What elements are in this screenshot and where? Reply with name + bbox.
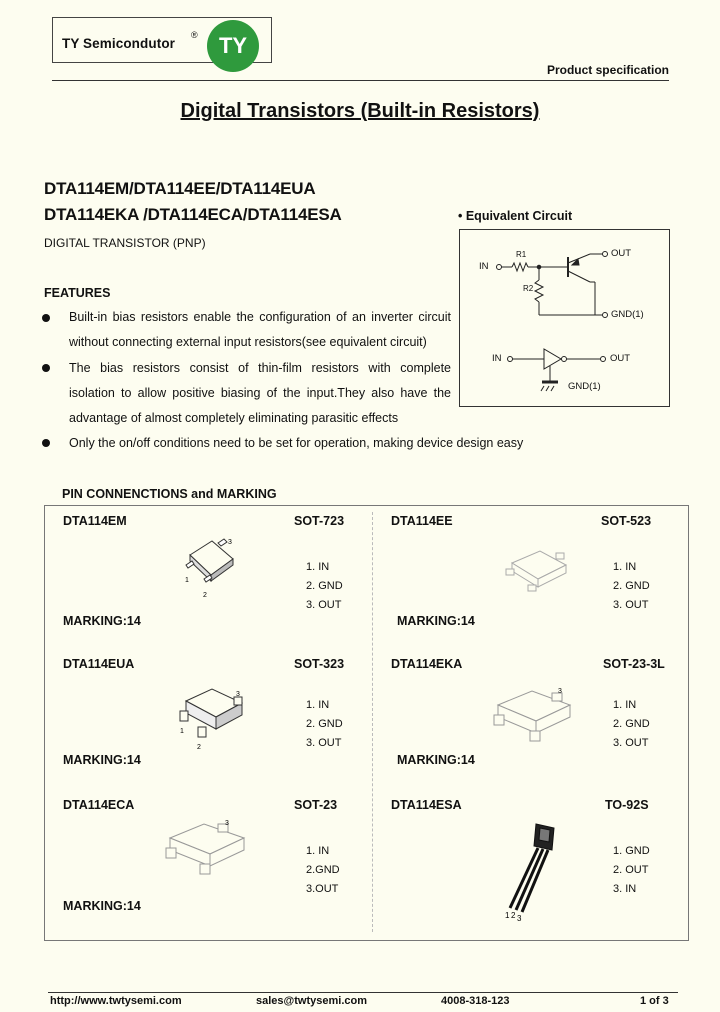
marking: MARKING:14 (63, 614, 141, 628)
device-type: DIGITAL TRANSISTOR (PNP) (44, 236, 206, 250)
page-number: 1 of 3 (640, 995, 669, 1007)
pin-connections-heading: PIN CONNENCTIONS and MARKING (62, 487, 277, 501)
package-name: DTA114EE (391, 514, 453, 528)
features-heading: FEATURES (44, 286, 111, 300)
spec-label: Product specification (546, 63, 669, 77)
pin-3-label: 3 (558, 688, 562, 695)
header-rule (52, 80, 669, 81)
registered-mark: ® (191, 30, 198, 40)
pin-list: 1. IN 2. GND 3. OUT (306, 699, 343, 749)
inverter-gnd-label: GND(1) (568, 381, 601, 392)
sot-323-drawing (176, 683, 256, 751)
feature-item-1: Built-in bias resistors enable the configuration of an inverter circuit without connecting external input resistors(see equivalent circuit) (69, 310, 451, 349)
pin-3-label: 3 (236, 691, 240, 698)
pin-list: 1. IN 2. GND 3. OUT (613, 699, 650, 749)
footer-phone: 4008-318-123 (441, 995, 510, 1007)
company-logo: TY (207, 20, 259, 72)
pin-list: 1. IN 2. GND 3. OUT (613, 561, 650, 611)
pin-1-label: 1 (185, 577, 189, 584)
package-type: SOT-23-3L (603, 657, 665, 671)
sot-23-3l-drawing (490, 683, 590, 755)
marking: MARKING:14 (63, 899, 141, 913)
inverter-in-label: IN (492, 353, 502, 364)
pin-3-label: 3 (517, 914, 522, 923)
circuit-r1-label: R1 (516, 250, 527, 259)
feature-item-2: The bias resistors consist of thin-film resistors with complete isolation to allow positive biasing of the input.They also have the advantage of almost completely eliminating parasitic effects (69, 361, 451, 425)
marking: MARKING:14 (397, 614, 475, 628)
pin-3-label: 3 (225, 820, 229, 827)
footer-url[interactable]: http://www.twtysemi.com (50, 995, 182, 1007)
pin-1-label: 1 (180, 728, 184, 735)
column-separator (372, 512, 373, 932)
package-name: DTA114ECA (63, 798, 135, 812)
bullet (42, 314, 50, 322)
equivalent-circuit-label: • Equivalent Circuit (458, 209, 573, 223)
package-type: SOT-523 (601, 514, 652, 528)
package-name: DTA114EM (63, 514, 127, 528)
footer-rule (48, 992, 678, 993)
package-name: DTA114EKA (391, 657, 463, 671)
to-92s-drawing (496, 820, 576, 924)
pin-2-label: 2 (511, 911, 516, 920)
package-type: SOT-323 (294, 657, 345, 671)
marking: MARKING:14 (397, 753, 475, 767)
package-name: DTA114EUA (63, 657, 135, 671)
sot-523-drawing (500, 543, 580, 601)
pin-1-label: 1 (505, 911, 510, 920)
inverter-out-label: OUT (610, 353, 631, 364)
equivalent-circuit-box (459, 229, 670, 407)
company-name: TY Semicondutor (62, 36, 176, 51)
marking: MARKING:14 (63, 753, 141, 767)
part-numbers-line-1: DTA114EM/DTA114EE/DTA114EUA (44, 179, 316, 198)
circuit-r2-label: R2 (523, 284, 534, 293)
pin-list: 1. IN 2. GND 3. OUT (306, 561, 343, 611)
pin-2-label: 2 (203, 592, 207, 599)
feature-item-3: Only the on/off conditions need to be set for operation, making device design easy (69, 436, 524, 450)
package-type: SOT-23 (294, 798, 338, 812)
circuit-out-label: OUT (611, 248, 632, 259)
package-name: DTA114ESA (391, 798, 462, 812)
sot-723-drawing (178, 533, 248, 599)
circuit-gnd-label: GND(1) (611, 309, 644, 320)
pin-3-label: 3 (228, 539, 232, 546)
pin-connections-table (44, 505, 689, 941)
package-type: TO-92S (605, 798, 649, 812)
circuit-in-label: IN (479, 261, 489, 272)
part-numbers-line-2: DTA114EKA /DTA114ECA/DTA114ESA (44, 205, 342, 224)
document-title: Digital Transistors (Built-in Resistors) (180, 100, 540, 122)
bullet (42, 439, 50, 447)
bullet (42, 364, 50, 372)
sot-23-drawing (162, 816, 262, 888)
pin-list: 1. IN 2.GND 3.OUT (306, 845, 340, 895)
pin-list: 1. GND 2. OUT 3. IN (613, 845, 650, 895)
package-type: SOT-723 (294, 514, 345, 528)
footer-email[interactable]: sales@twtysemi.com (256, 995, 367, 1007)
pin-2-label: 2 (197, 744, 201, 751)
